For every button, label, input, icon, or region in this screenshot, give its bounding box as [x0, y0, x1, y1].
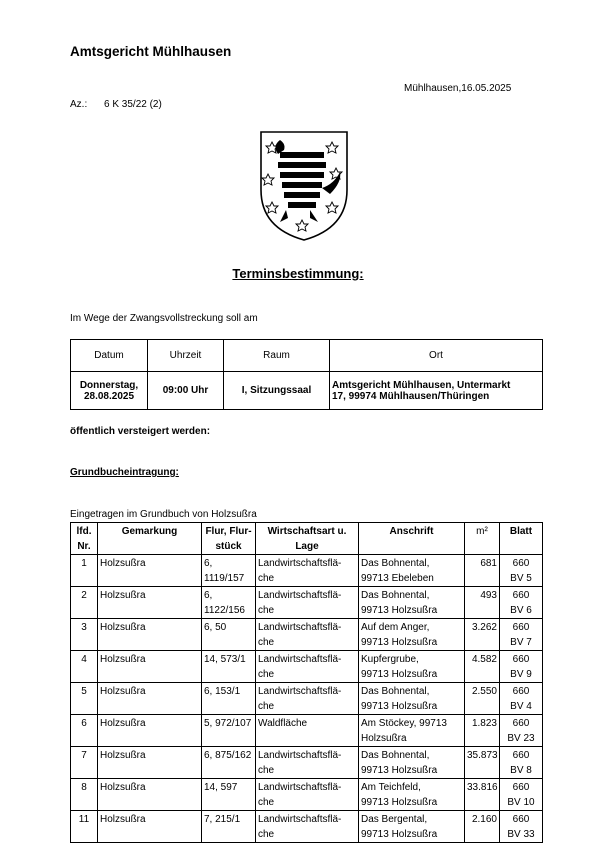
file-number: 6 K 35/22 (2) [104, 99, 162, 110]
plots-header-blatt: Blatt [500, 523, 543, 555]
plot-area: 1.823 [465, 715, 500, 747]
plot-wirtschaftsart: Waldfläche [256, 715, 359, 747]
plot-gemarkung: Holzsußra [98, 619, 202, 651]
schedule-date: Donnerstag, 28.08.2025 [71, 372, 148, 410]
plot-anschrift: Das Bergental, 99713 Holzsußra [359, 811, 465, 843]
plot-wirtschaftsart: Landwirtschaftsflä- che [256, 811, 359, 843]
plot-flur: 6, 1119/157 [202, 555, 256, 587]
plot-anschrift: Am Teichfeld, 99713 Holzsußra [359, 779, 465, 811]
table-row [71, 715, 543, 747]
schedule-time: 09:00 Uhr [148, 372, 224, 410]
table-row [71, 619, 543, 651]
plot-flur: 6, 50 [202, 619, 256, 651]
plot-flur: 6, 153/1 [202, 683, 256, 715]
table-row [71, 811, 543, 843]
plot-blatt: 660 BV 23 [500, 715, 543, 747]
plot-blatt: 660 BV 10 [500, 779, 543, 811]
court-name: Amtsgericht Mühlhausen [70, 44, 232, 59]
plot-gemarkung: Holzsußra [98, 555, 202, 587]
plot-nr: 1 [71, 555, 98, 587]
section-title: Grundbucheintragung: [70, 467, 179, 478]
schedule-table [70, 339, 543, 410]
plot-nr: 2 [71, 587, 98, 619]
plot-flur: 14, 597 [202, 779, 256, 811]
plots-header-m2: m² [465, 523, 500, 555]
plots-table [70, 522, 543, 843]
plot-anschrift: Das Bohnental, 99713 Holzsußra [359, 587, 465, 619]
plots-header-flur: Flur, Flur- stück [202, 523, 256, 555]
schedule-place: Amtsgericht Mühlhausen, Untermarkt 17, 99974 Mühlhausen/Thüringen [330, 372, 543, 410]
plot-gemarkung: Holzsußra [98, 747, 202, 779]
plots-header-gemarkung: Gemarkung [98, 523, 202, 555]
plot-blatt: 660 BV 4 [500, 683, 543, 715]
plot-flur: 14, 573/1 [202, 651, 256, 683]
file-number-label: Az.: [70, 99, 88, 110]
plot-flur: 6, 1122/156 [202, 587, 256, 619]
plot-wirtschaftsart: Landwirtschaftsflä- che [256, 555, 359, 587]
plot-gemarkung: Holzsußra [98, 811, 202, 843]
auction-text: öffentlich versteigert werden: [70, 426, 211, 437]
table-row [71, 747, 543, 779]
plot-wirtschaftsart: Landwirtschaftsflä- che [256, 683, 359, 715]
plot-blatt: 660 BV 7 [500, 619, 543, 651]
plot-gemarkung: Holzsußra [98, 651, 202, 683]
plot-nr: 7 [71, 747, 98, 779]
plots-header-art: Wirtschaftsart u. Lage [256, 523, 359, 555]
plots-header-anschrift: Anschrift [359, 523, 465, 555]
plot-gemarkung: Holzsußra [98, 683, 202, 715]
plot-area: 33.816 [465, 779, 500, 811]
plot-blatt: 660 BV 9 [500, 651, 543, 683]
schedule-header-date: Datum [71, 340, 148, 372]
table-row [71, 683, 543, 715]
plot-area: 35.873 [465, 747, 500, 779]
table-row [71, 587, 543, 619]
plot-blatt: 660 BV 5 [500, 555, 543, 587]
page-heading: Terminsbestimmung: [232, 266, 364, 281]
plots-header-nr: lfd. Nr. [71, 523, 98, 555]
plot-area: 2.160 [465, 811, 500, 843]
plot-anschrift: Das Bohnental, 99713 Holzsußra [359, 683, 465, 715]
table-row [71, 555, 543, 587]
plot-blatt: 660 BV 8 [500, 747, 543, 779]
plot-flur: 6, 875/162 [202, 747, 256, 779]
plot-nr: 6 [71, 715, 98, 747]
plot-flur: 7, 215/1 [202, 811, 256, 843]
table-row [71, 651, 543, 683]
schedule-room: I, Sitzungssaal [224, 372, 330, 410]
plot-wirtschaftsart: Landwirtschaftsflä- che [256, 587, 359, 619]
schedule-header-time: Uhrzeit [148, 340, 224, 372]
plot-area: 681 [465, 555, 500, 587]
registered-in-text: Eingetragen im Grundbuch von Holzsußra [70, 509, 257, 520]
plot-wirtschaftsart: Landwirtschaftsflä- che [256, 747, 359, 779]
plot-gemarkung: Holzsußra [98, 715, 202, 747]
plot-nr: 4 [71, 651, 98, 683]
plot-flur: 5, 972/107 [202, 715, 256, 747]
plot-wirtschaftsart: Landwirtschaftsflä- che [256, 619, 359, 651]
plot-anschrift: Am Stöckey, 99713 Holzsußra [359, 715, 465, 747]
plot-gemarkung: Holzsußra [98, 587, 202, 619]
plot-nr: 11 [71, 811, 98, 843]
plot-blatt: 660 BV 6 [500, 587, 543, 619]
plot-area: 2.550 [465, 683, 500, 715]
plot-wirtschaftsart: Landwirtschaftsflä- che [256, 651, 359, 683]
plot-nr: 5 [71, 683, 98, 715]
table-row [71, 779, 543, 811]
place-date: Mühlhausen,16.05.2025 [404, 83, 512, 94]
plot-area: 493 [465, 587, 500, 619]
thuringia-coat-of-arms-icon [258, 128, 350, 243]
schedule-header-place: Ort [330, 340, 543, 372]
schedule-header-room: Raum [224, 340, 330, 372]
plot-anschrift: Kupfergrube, 99713 Holzsußra [359, 651, 465, 683]
plot-anschrift: Das Bohnental, 99713 Ebeleben [359, 555, 465, 587]
plot-nr: 8 [71, 779, 98, 811]
plot-gemarkung: Holzsußra [98, 779, 202, 811]
plot-nr: 3 [71, 619, 98, 651]
plot-blatt: 660 BV 33 [500, 811, 543, 843]
plot-wirtschaftsart: Landwirtschaftsflä- che [256, 779, 359, 811]
plot-anschrift: Das Bohnental, 99713 Holzsußra [359, 747, 465, 779]
plot-anschrift: Auf dem Anger, 99713 Holzsußra [359, 619, 465, 651]
plot-area: 4.582 [465, 651, 500, 683]
intro-text: Im Wege der Zwangsvollstreckung soll am [70, 313, 258, 324]
plot-area: 3.262 [465, 619, 500, 651]
